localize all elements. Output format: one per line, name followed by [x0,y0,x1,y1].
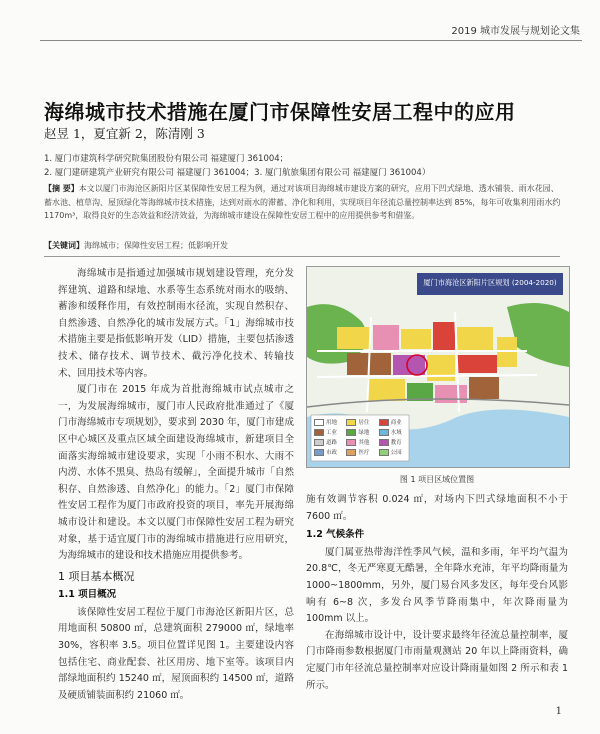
legend-label: 医疗 [358,450,370,456]
affiliation-1: 1. 厦门市建筑科学研究院集团股份有限公司 福建厦门 361004； [44,154,289,164]
keywords-label: 【关键词】 [44,241,84,250]
legend-item [379,438,408,446]
legend-item [346,418,375,426]
figure-caption: 图 1 项目区域位置图 [399,475,475,484]
legend-item [379,418,408,426]
page-number: 1 [555,706,562,717]
legend-swatch [314,439,324,446]
legend-swatch [314,429,324,436]
legend-item [346,428,375,436]
subsection-1-2-title: 1.2 气候条件 [306,529,365,541]
abstract [44,182,564,223]
legend-item [314,438,343,446]
legend-item [314,418,343,426]
right-column [306,492,568,694]
legend-item [346,448,375,456]
legend-swatch [379,449,389,456]
left-column [58,266,294,704]
map-legend [314,418,408,456]
legend-swatch [314,419,324,426]
legend-item [314,448,343,456]
legend-swatch [346,429,356,436]
abstract-rule [44,256,560,257]
legend-item [379,428,408,436]
legend-swatch [379,429,389,436]
figure-title: 厦门市海沧区新阳片区规划 (2004-2020) [423,278,557,287]
legend-label: 居住 [358,420,370,426]
legend-item [314,428,343,436]
legend-label: 水域 [390,430,402,436]
section-1-title: 1 项目基本概况 [58,569,135,583]
figure-1-map [306,266,570,468]
legend-item [346,438,375,446]
legend-swatch [346,419,356,426]
header-rule [40,40,582,41]
keywords [44,240,228,251]
legend-swatch [379,419,389,426]
legend-label: 绿地 [358,430,370,436]
affiliation-2: 2. 厦门建研建筑产业研究有限公司 福建厦门 361004；3. 厦门航旅集团有限公司 福建厦门 361004） [44,168,431,178]
continued-text: 施有效调节容积 0.024 ㎡，对场内下凹式绿地面积不小于 7600 ㎡。 [306,494,568,522]
legend-swatch [379,439,389,446]
legend-swatch [314,449,324,456]
abstract-label: 【摘 要】 [44,184,79,193]
legend-label: 市政 [326,450,338,456]
legend-item [379,448,408,456]
climate-paragraph-1: 厦门属亚热带海洋性季风气候，温和多雨，年平均气温为 20.8℃，冬无严寒夏无酷暑，全年降水充沛，年平均降雨量为 1000~1800mm，另外，厦门易台风多发区，每年受台风影响有 6~8 次，多发台风季节降雨集中，年次降雨量为 100mm 以上。 [306,546,568,625]
intro-paragraph-1: 海绵城市是指通过加强城市规划建设管理，充分发挥建筑、道路和绿地、水系等生态系统对雨水的吸纳、蓄渗和缓释作用，有效控制雨水径流，实现自然积存、自然渗透、自然净化的城市发展方式。「1」海绵城市技术措施主要是指低影响开发（LID）措施，主要包括渗透技术、储存技术、调节技术、截污净化技术、转输技术、回用技术等内容。 [58,268,294,379]
legend-swatch [346,449,356,456]
subsection-1-1-title: 1.1 项目概况 [58,589,117,601]
legend-label: 道路 [326,440,338,446]
abstract-text: 本文以厦门市海沧区新阳片区某保障性安居工程为例，通过对该项目海绵城市建设方案的研究，应用下凹式绿地、透水铺装、雨水花园、蓄水池、植草沟、屋顶绿化等海绵城市技术措施，达到对雨水的滞蓄、净化和利用，实现项目年径流总量控制率达到 85%，每年可收集利用雨水约 1170m³，取得良好的生态效益和经济效益，为海绵城市建设在保障性安居工程中的应用提供参考和借鉴。 [44,184,561,220]
author-list: 赵昱 1，夏宜新 2，陈清刚 3 [44,126,205,141]
legend-swatch [346,439,356,446]
legend-label: 商业 [390,420,402,426]
running-header: 2019 城市发展与规划论文集 [451,26,580,37]
subsection-1-1-text: 该保障性安居工程位于厦门市海沧区新阳片区，总用地面积 50800 ㎡，总建筑面积 279000 ㎡，绿地率 30%，容积率 3.5。项目位置详见图 1。主要建设内容包括住宅、商业配套、社区用房、地下室等。该项目内部绿地面积约 15240 ㎡，屋顶面积约 14500 ㎡，道路及硬质铺装面积约 21060 ㎡。 [58,606,294,701]
climate-paragraph-2: 在海绵城市设计中，设计要求最终年径流总量控制率，厦门市降雨参数根据厦门市雨量观测站 20 年以上降雨资料，确定厦门市年径流总量控制率对应设计降雨量如图 2 所示和表 1 所示。 [306,629,568,691]
legend-label: 教育 [390,440,402,446]
legend-label: 公园 [390,450,402,456]
intro-paragraph-2: 厦门市在 2015 年成为首批海绵城市试点城市之一，为发展海绵城市，厦门市人民政府批准通过了《厦门市海绵城市专项规划》，要求到 2030 年，厦门市建成区中心城区及重点区域全面建设海绵城市，新建项目全面落实海绵城市建设要求，实现「小雨不积水、大雨不内涝、水体不黑臭、热岛有缓解」，全面提升城市「自然积存、自然渗透、自然净化」的能力。「2」厦门市保障性安居工程作为厦门市政府投资的项目，率先开展海绵城市设计和建设。本文以厦门市保障性安居工程为研究对象，基于适宜厦门市的海绵城市措施进行应用研究，为海绵城市的建设和技术措施应用提供参考。 [58,384,294,562]
legend-label: 用地 [326,420,338,426]
legend-label: 其他 [358,440,370,446]
legend-label: 工业 [326,430,338,436]
keywords-text: 海绵城市；保障性安居工程；低影响开发 [84,241,228,250]
article-title: 海绵城市技术措施在厦门市保障性安居工程中的应用 [44,100,516,124]
